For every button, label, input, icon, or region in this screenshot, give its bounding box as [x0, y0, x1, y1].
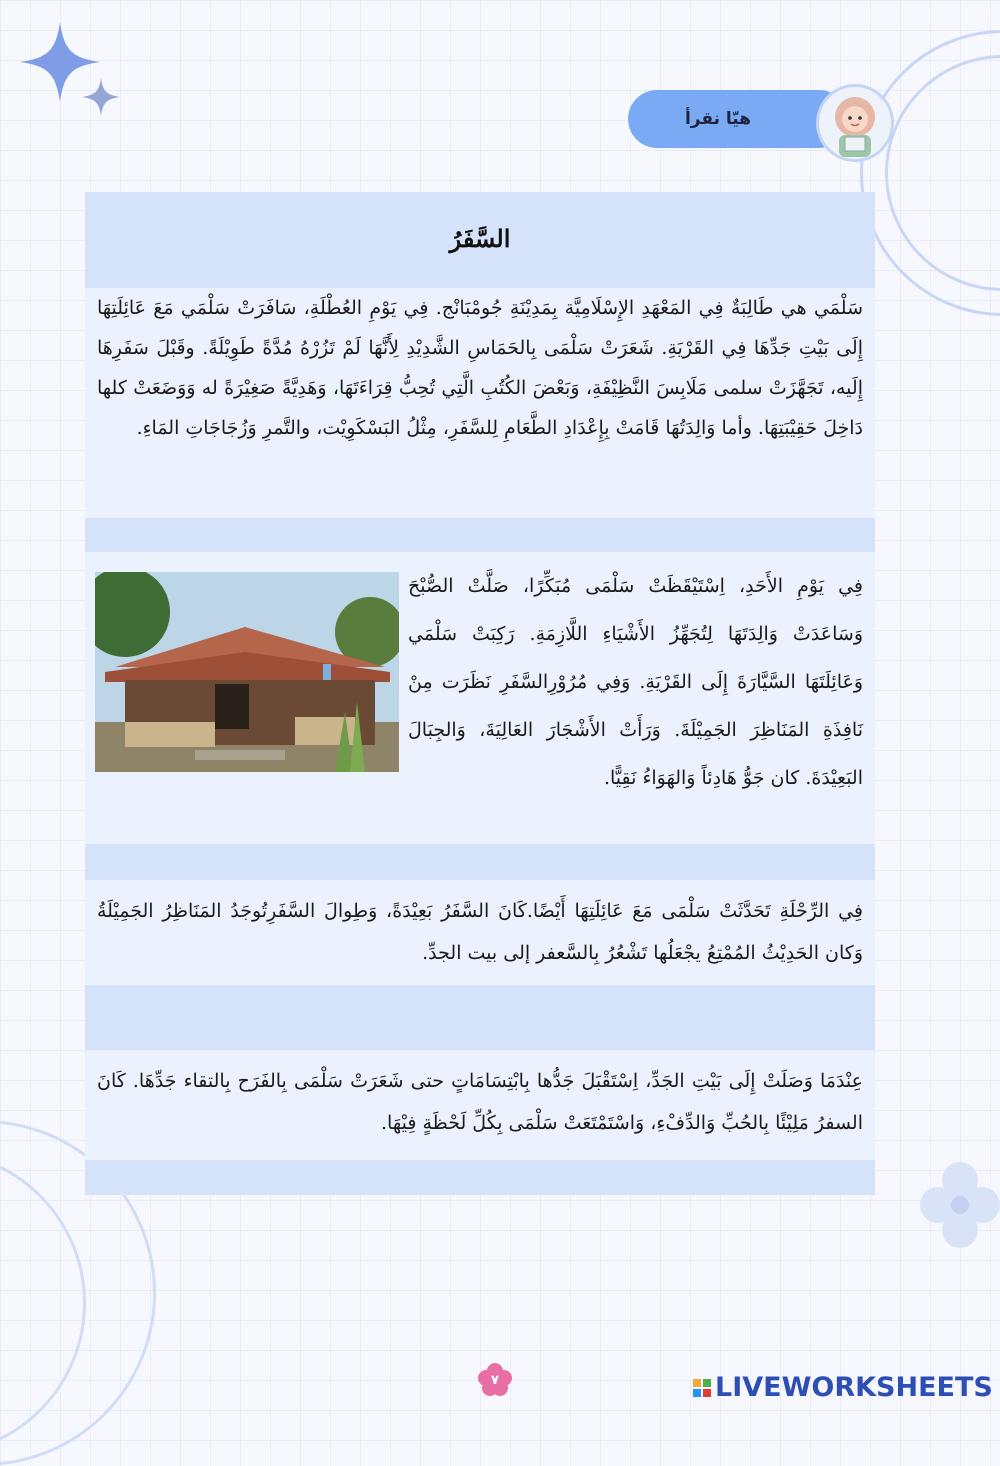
- paragraph-3: [85, 880, 875, 985]
- story-card: [85, 192, 875, 1195]
- section-header-label: هيّا نقرأ: [684, 109, 752, 129]
- paragraph-1: [85, 288, 875, 518]
- paragraph-2-text: فِي يَوْمِ الأَحَدِ، اِسْتَيْقَظَتْ سَلْمَى مُبَكِّرًا، صَلَّتْ الصُّبْحَ وَسَاعَدَتْ وَالِدَتَهَا لِتُجَهِّزُ الأَشْيَاءِ اللَّازِمَةِ. رَكِبَتْ سَلْمَي وَعَائِلَتَهَا السَّيَّارَةَ إِلَى القَرْيَةِ. وَفِي مُرُوْرِالسَّفَرِ نَظَرَت مِنْ نَافِذَةِ المَنَاظِرَ الجَمِيْلَةَ. وَرَأَتْ الأَشْجَارَ العَالِيَةَ، وَالجِبَالَ البَعِيْدَةَ. كان جَوُّ هَادِئاً وَالهَوَاءُ نَقِيًّا.: [408, 575, 863, 789]
- liveworksheets-logo[interactable]: [693, 1372, 993, 1403]
- logo-text: LIVEWORKSHEETS: [715, 1372, 993, 1403]
- story-title: السَّفَرُ: [449, 223, 511, 253]
- paragraph-4-text: عِنْدَمَا وَصَلَتْ إِلَى بَيْتِ الجَدِّ، اِسْتَقْبَلَ جَدُّها بِابْتِسَامَاتٍ حتى شَعَرَتْ سَلْمَى بِالفَرَح بِالتقاء جَدِّهَا. كَانَ السفرُ مَلِيْئًا بِالحُبِّ وَالدِّفْءِ، وَاسْتَمْتَعَتْ سَلْمَى بِكُلِّ لَحْظَةٍ فِيْهَا.: [97, 1070, 863, 1134]
- paragraph-3-text: فِي الرِّحْلَةِ تَحَدَّثَتْ سَلْمَى مَعَ عَائِلَتِهَا أَيْضًا.كَانَ السَّفَرُ بَعِيْدَةً، وَطِوالَ السَّفَرِتُوجَدُ المَنَاظِرُ الجَمِيْلَةُ وَكان الحَدِيْثُ المُمْتِعُ يجْعَلُها تَشْعُرُ بِالسَّعفر إلى بيت الجدِّ.: [97, 900, 863, 964]
- paragraph-4: [85, 1050, 875, 1160]
- section-header-pill: [628, 90, 848, 148]
- page-number-badge: [478, 1362, 512, 1396]
- logo-grid-icon: [693, 1379, 711, 1397]
- page-number: ٧: [491, 1373, 499, 1388]
- reading-girl-avatar: [816, 84, 894, 162]
- village-house-photo: [95, 572, 399, 772]
- paragraph-2: [85, 552, 875, 844]
- sparkle-icon: [82, 78, 120, 116]
- paragraph-1-text: سَلْمَي هي طَالِبَةٌ فِي المَعْهَدِ الإِسْلَامِيَّة بِمَدِيْنَةِ جُومْبَانْج. فِي يَوْمِ العُطْلَةِ، سَافَرَتْ سَلْمَي مَعَ عَائِلَتِهَا إِلَى بَيْتِ جَدِّهَا فِي القَرْيَةِ. شَعَرَتْ سَلْمَى بِالحَمَاسِ الشَّدِيْدِ لِأَنَّهَا لَمْ تَزُرْهُ مُدَّةً طَوِيْلَةً. وقَبْلَ سَفَرِهَا إِلَيه، تَجَهَّزَتْ سلمى مَلَابِسَ النَّظِيْفَةِ، وَبَعْضَ الكُتُبِ الَّتِي تُحِبُّ قِرَاءَتَهَا، وَهَدِيَّةً صَغِيْرَةً له وَوَضَعَتْ كلها دَاخِلَ حَقِيْبَتِهَا. وأما وَالِدَتُهَا قَامَتْ بِإِعْدَادِ الطَّعَامِ لِلسَّفَرِ، مِثْلُ البَسْكَوِيْت، والتَّمرِ وَزُجَاجَاتِ المَاءِ.: [97, 297, 863, 439]
- flower-icon: [920, 1150, 1000, 1270]
